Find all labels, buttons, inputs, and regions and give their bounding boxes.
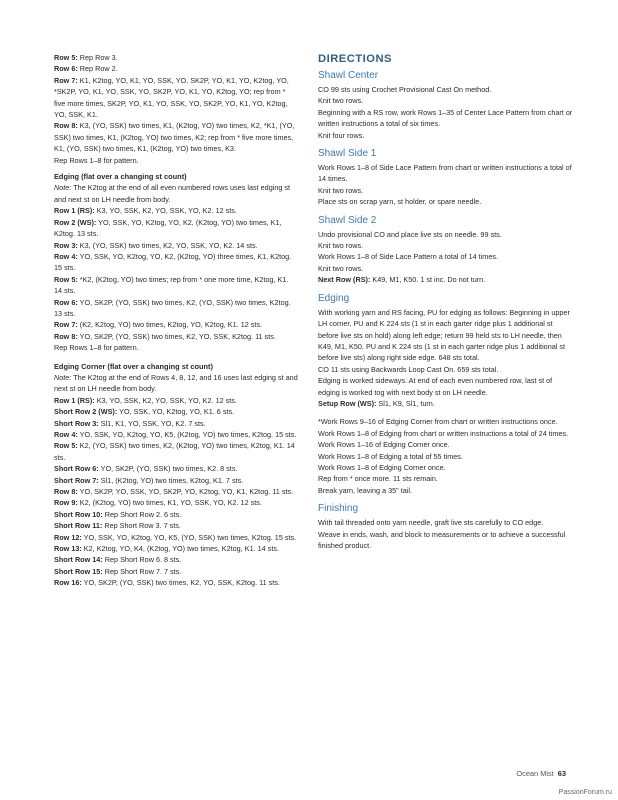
edging-section (54, 171, 298, 354)
pattern-row: Next Row (RS): K49, M1, K50. 1 st inc. Do not turn. (318, 275, 486, 285)
left-column (54, 52, 298, 589)
text-line: CO 11 sts using Backwards Loop Cast On. 659 sts total. (318, 364, 499, 374)
repeat-note: Rep Rows 1–8 for pattern. (54, 343, 139, 353)
text-line: Place sts on scrap yarn, st holder, or spare needle. (318, 197, 482, 207)
pattern-row: Setup Row (WS): Sl1, K9, Sl1, turn. (318, 398, 435, 408)
text-line: Knit four rows. (318, 130, 365, 140)
text-line: Work Rows 1–8 of Side Lace Pattern a total of 14 times. (318, 252, 499, 262)
right-column (318, 52, 573, 551)
text-line: Break yarn, leaving a 35" tail. (318, 485, 413, 495)
pattern-row: Short Row 10: Rep Short Row 2. 6 sts. (54, 509, 182, 519)
work-block (318, 416, 573, 496)
shawl-center-heading: Shawl Center (318, 70, 379, 81)
edging-note: Note: The K2tog at the end of all even numbered rows uses last edging st and next st on LH needle from body. (54, 183, 291, 204)
footer-title: Ocean Mist (516, 769, 554, 778)
pattern-row: Short Row 6: YO, SK2P, (YO, SSK) two times, K2. 8 sts. (54, 464, 238, 474)
page-footer (516, 769, 566, 778)
pattern-row: Row 2 (WS): YO, SSK, YO, K2tog, YO, K2, (K2tog, YO) two times, K1, K2tog. 13 sts. (54, 217, 282, 239)
shawl-center-section (318, 70, 573, 141)
pattern-row: Row 8: K3, (YO, SSK) two times, K1, (K2tog, YO) two times, K2, *K1, (YO, SSK) two times, K1, (K2tog, YO) two times, K2; rep from * five more times, K1, (YO, SSK) two times, K1, (K2tog, YO) two times, K3. (54, 121, 295, 154)
shawl-side-1-heading: Shawl Side 1 (318, 148, 377, 160)
rows-top (54, 52, 298, 166)
directions-title: DIRECTIONS (318, 53, 392, 65)
pattern-row: Row 5: Rep Row 3. (54, 53, 118, 62)
repeat-note: Rep Rows 1–8 for pattern. (54, 155, 139, 165)
finishing-section (318, 503, 573, 551)
text-line: Work Rows 1–8 of Edging a total of 55 times. (318, 451, 463, 461)
edging-directions-section (318, 293, 573, 410)
pattern-row: Short Row 7: Sl1, (K2tog, YO) two times, K2tog, K1. 7 sts. (54, 475, 244, 485)
text-line: Edging is worked sideways. At end of each even numbered row, last st of edging is worked tog with next body st on LH needle. (318, 376, 553, 397)
pattern-row: Short Row 11: Rep Short Row 3. 7 sts. (54, 521, 181, 531)
pattern-row: Row 7: (K2, K2tog, YO) two times, K2tog, YO, K2tog, K1. 12 sts. (54, 320, 263, 330)
pattern-row: Row 6: YO, SK2P, (YO, SSK) two times, K2, (YO, SSK) two times, K2tog. 13 sts. (54, 297, 291, 318)
page-number: 63 (557, 769, 566, 778)
pattern-row: Row 9: K2, (K2tog, YO) two times, K1, YO, SSK, YO, K2. 12 sts. (54, 498, 262, 508)
text-line: Knit two rows. (318, 185, 364, 195)
edging-directions-heading: Edging (318, 292, 350, 304)
pattern-row: Row 3: K3, (YO, SSK) two times, K2, YO, SSK, YO, K2. 14 sts. (54, 240, 258, 250)
edging-heading: Edging (flat over a changing st count) (54, 172, 187, 182)
pattern-row: Row 4: YO, SSK, YO, K2tog, YO, K2, (K2tog, YO) three times, K1, K2tog. 15 sts. (54, 251, 292, 273)
text-line: With tail threaded onto yarn needle, graft live sts carefully to CO edge. (318, 518, 544, 528)
text-line: Work Rows 1–16 of Edging Corner once. (318, 440, 450, 450)
edging-corner-heading: Edging Corner (flat over a changing st count) (54, 361, 213, 371)
pattern-row: Row 5: K2, (YO, SSK) two times, K2, (K2tog, YO) two times, K2tog, K1. 14 sts. (54, 441, 295, 462)
pattern-row: Short Row 15: Rep Short Row 7. 7 sts. (54, 566, 182, 576)
pattern-row: Row 1 (RS): K3, YO, SSK, K2, YO, SSK, YO, K2. 12 sts. (54, 395, 237, 405)
finishing-heading: Finishing (318, 503, 359, 515)
text-line: CO 99 sts using Crochet Provisional Cast On method. (318, 85, 492, 94)
text-line: Knit two rows. (318, 263, 364, 273)
text-line: Knit two rows. (318, 241, 364, 251)
text-line: Weave in ends, wash, and block to measurements or to achieve a successful finished product. (318, 529, 566, 550)
text-line: Work Rows 1–8 of Edging from chart or written instructions a total of 24 times. (318, 428, 569, 438)
pattern-row: Row 13: K2, K2tog, YO, K4, (K2tog, YO) two times, K2tog, K1. 14 sts. (54, 544, 279, 554)
pattern-row: Row 12: YO, SSK, YO, K2tog, YO, K5, (YO, SSK) two times, K2tog. 15 sts. (54, 532, 297, 542)
text-line: Knit two rows. (318, 96, 364, 106)
watermark: PassionForum.ru (558, 789, 612, 796)
pattern-row: Short Row 3: Sl1, K1, YO, SSK, YO, K2. 7 sts. (54, 418, 206, 428)
pattern-row: Short Row 2 (WS): YO, SSK, YO, K2tog, YO, K1. 6 sts. (54, 407, 235, 417)
text-line: Work Rows 1–8 of Edging Corner once. (318, 462, 446, 472)
pattern-row: Row 7: K1, K2tog, YO, K1, YO, SSK, YO, SK2P, YO, K1, YO, K2tog, YO, *SK2P, YO, K1, YO, SSK, YO, SK2P, YO, K1, YO, K2tog, YO; rep from * five more times, SK2P, YO, K1, YO, SSK, YO, SK2P, YO, K1, YO, K2tog, YO, SSK, K1. (54, 75, 289, 120)
text-line: Beginning with a RS row, work Rows 1–35 of Center Lace Pattern from chart or written instructions a total of six times. (318, 107, 573, 129)
text-line: Undo provisional CO and place live sts on needle. 99 sts. (318, 229, 502, 239)
shawl-side-2-section (318, 215, 573, 286)
pattern-row: Row 16: YO, SK2P, (YO, SSK) two times, K2, YO, SSK, K2tog. 11 sts. (54, 578, 280, 588)
edging-corner-section (54, 361, 298, 589)
pattern-row: Row 1 (RS): K3, YO, SSK, K2, YO, SSK, YO, K2. 12 sts. (54, 206, 237, 216)
text-line: *Work Rows 9–16 of Edging Corner from chart or written instructions once. (318, 417, 558, 427)
pattern-row: Row 6: Rep Row 2. (54, 64, 118, 74)
text-line: Work Rows 1–8 of Side Lace Pattern from chart or written instructions a total of 14 times. (318, 163, 572, 184)
edging-corner-note: Note: The K2tog at the end of Rows 4, 8, 12, and 16 uses last edging st and next st on LH needle from body. (54, 372, 298, 394)
shawl-side-1-section (318, 148, 573, 208)
pattern-row: Row 8: YO, SK2P, YO, SSK, YO, SK2P, YO, K2tog, YO, K1, K2tog. 11 sts. (54, 487, 294, 497)
pattern-row: Short Row 14: Rep Short Row 6. 8 sts. (54, 555, 182, 565)
text-line: Rep from * once more. 11 sts remain. (318, 474, 438, 484)
pattern-row: Row 8: YO, SK2P, (YO, SSK) two times, K2, YO, SSK, K2tog. 11 sts. (54, 331, 276, 341)
pattern-row: Row 4: YO, SSK, YO, K2tog, YO, K5, (K2tog, YO) two times, K2tog. 15 sts. (54, 430, 297, 439)
text-line: With working yarn and RS facing, PU for edging as follows: Beginning in upper LH corner, PU and K 224 sts (1 st in each garter ridge plus 1 additional st before live sts on hold) along left edge; return 99 held sts to LH needle, then K49, M1, K50, PU and K 224 sts (1 st in each garter ridge plus 1 additional st before live sts) along right side edge. 648 sts total. (318, 307, 570, 363)
shawl-side-2-heading: Shawl Side 2 (318, 214, 377, 226)
pattern-row: Row 5: *K2, (K2tog, YO) two times; rep from * one more time, K2tog, K1. 14 sts. (54, 274, 289, 296)
